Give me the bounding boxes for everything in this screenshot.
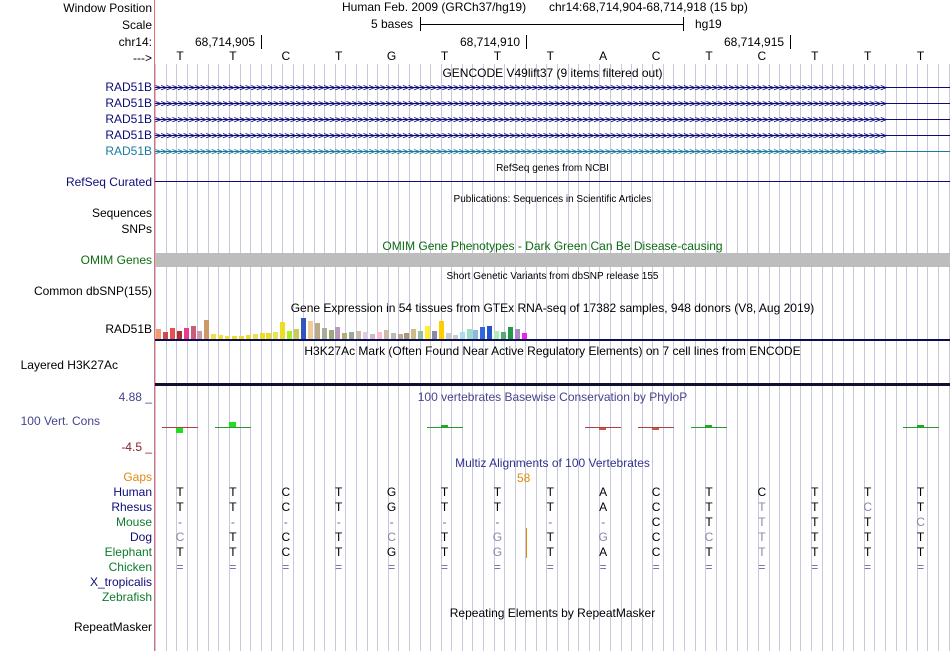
sequence-base: T	[705, 49, 713, 63]
track-labels-column	[0, 0, 154, 651]
phylop-baseline-segment	[215, 427, 251, 428]
snps-track-label[interactable]: SNPs	[121, 222, 152, 236]
alignment-base: =	[758, 560, 766, 574]
db-text: hg19	[695, 17, 722, 31]
alignment-base: =	[705, 560, 713, 574]
alignment-base: =	[335, 560, 343, 574]
refseq-track-title[interactable]: RefSeq genes from NCBI	[496, 163, 609, 174]
alignment-base: T	[811, 500, 819, 514]
phylop-track-title[interactable]: 100 vertebrates Basewise Conservation by PhyloP	[417, 390, 688, 404]
phylop-baseline-segment	[638, 427, 674, 428]
gtex-tissue-bar[interactable]	[204, 320, 209, 340]
alignment-base: -	[336, 515, 341, 529]
gtex-tissue-bar[interactable]	[301, 318, 306, 340]
scale-text: 5 bases	[371, 17, 414, 31]
gencode-gene-row[interactable]	[155, 80, 950, 95]
alignment-base: T	[864, 545, 872, 559]
omim-gene-bar[interactable]	[155, 253, 950, 267]
alignment-base: T	[811, 515, 819, 529]
alignment-base: A	[599, 485, 608, 499]
alignment-base: =	[388, 560, 396, 574]
alignment-base: =	[440, 560, 448, 574]
phylop-baseline-segment	[903, 427, 939, 428]
gtex-tissue-bar[interactable]	[425, 326, 430, 340]
sequence-base: G	[386, 49, 397, 63]
alignment-base: T	[335, 485, 343, 499]
phylop-score-mark[interactable]	[652, 428, 659, 430]
alignment-base: T	[176, 485, 184, 499]
gencode-gene-row[interactable]	[155, 128, 950, 143]
omim-track-label[interactable]: OMIM Genes	[80, 253, 152, 267]
alignment-base: G	[386, 500, 397, 514]
gtex-track-title[interactable]: Gene Expression in 54 tissues from GTEx RNA-seq of 17382 samples, 948 donors (V8, Aug 2019)	[290, 301, 815, 315]
phylop-ymin-label: -4.5 _	[121, 440, 152, 454]
window-position-label[interactable]: Window Position	[63, 1, 152, 15]
position-text: chr14:68,714,904-68,714,918 (15 bp)	[549, 0, 748, 14]
dbsnp-track-label[interactable]: Common dbSNP(155)	[33, 284, 152, 298]
gtex-tissue-bar[interactable]	[308, 321, 313, 340]
alignment-base: T	[229, 530, 237, 544]
alignment-base: T	[916, 545, 925, 559]
alignment-base: G	[492, 545, 503, 559]
h3k27ac-track-title[interactable]: H3K27Ac Mark (Often Found Near Active Regulatory Elements) on 7 cell lines from ENCODE	[304, 344, 801, 358]
phylop-score-mark[interactable]	[176, 428, 183, 433]
sequence-base: T	[176, 49, 184, 63]
alignment-base: T	[758, 530, 766, 544]
alignment-base: T	[916, 500, 925, 514]
alignment-base: A	[599, 500, 608, 514]
species-label[interactable]: Rhesus	[111, 500, 152, 514]
alignment-base: C	[175, 530, 185, 544]
alignment-base: T	[811, 545, 819, 559]
sequence-base: C	[651, 49, 661, 63]
sequence-base: T	[916, 49, 925, 63]
alignment-base: T	[546, 500, 554, 514]
alignment-base: -	[178, 515, 182, 529]
scale-label[interactable]: Scale	[121, 18, 152, 32]
alignment-base: T	[335, 500, 343, 514]
alignment-base: -	[389, 515, 394, 529]
omim-track-title[interactable]: OMIM Gene Phenotypes - Dark Green Can Be Disease-causing	[382, 239, 723, 253]
alignment-base: C	[651, 515, 661, 529]
alignment-base: T	[546, 485, 554, 499]
alignment-base: C	[916, 515, 925, 529]
gtex-tissue-bar[interactable]	[315, 323, 320, 340]
alignment-base: C	[281, 500, 291, 514]
gap-count: 58	[517, 471, 531, 485]
alignment-base: -	[230, 515, 235, 529]
gencode-track-title[interactable]: GENCODE V49lift37 (9 items filtered out)	[442, 66, 663, 80]
sequence-base: T	[546, 49, 554, 63]
alignment-base: T	[705, 485, 713, 499]
alignment-base: T	[864, 515, 872, 529]
publications-track-title[interactable]: Publications: Sequences in Scientific Articles	[453, 194, 652, 205]
chrom-label[interactable]: chr14:	[118, 35, 152, 49]
sequence-base: T	[864, 49, 872, 63]
alignment-base: T	[493, 485, 502, 499]
alignment-base: -	[283, 515, 288, 529]
sequence-base: A	[599, 49, 608, 63]
alignment-base: T	[811, 530, 819, 544]
gencode-item-label-4[interactable]: RAD51B	[105, 128, 152, 142]
repeatmasker-track-title[interactable]: Repeating Elements by RepeatMasker	[449, 606, 656, 620]
alignment-base: T	[335, 545, 343, 559]
sequence-base: C	[757, 49, 767, 63]
alignment-base: T	[229, 500, 237, 514]
gencode-item-label-2[interactable]: RAD51B	[105, 96, 152, 110]
h3k27ac-signal-line[interactable]	[155, 383, 950, 386]
alignment-base: T	[440, 485, 449, 499]
alignment-base: T	[705, 515, 713, 529]
alignment-base: T	[546, 530, 554, 544]
alignment-base: T	[440, 500, 449, 514]
refseq-gene-line[interactable]	[155, 181, 950, 182]
alignment-base: C	[651, 500, 661, 514]
phylop-baseline-segment	[427, 427, 463, 428]
gencode-item-label-1[interactable]: RAD51B	[105, 80, 152, 94]
scale-bar	[420, 17, 684, 31]
gencode-item-label-3[interactable]: RAD51B	[105, 112, 152, 126]
species-label[interactable]: Elephant	[104, 545, 152, 559]
sequence-base: T	[440, 49, 449, 63]
alignment-base: C	[651, 485, 661, 499]
alignment-base: A	[599, 545, 608, 559]
species-label[interactable]: Human	[113, 485, 152, 499]
coord-tick-mark-1	[261, 35, 262, 49]
gtex-tissue-bar[interactable]	[439, 321, 444, 340]
alignment-base: =	[917, 560, 925, 574]
alignment-base: T	[864, 530, 872, 544]
alignment-base: =	[864, 560, 872, 574]
species-label[interactable]: X_tropicalis	[89, 575, 152, 589]
alignment-base: -	[442, 515, 447, 529]
repeatmasker-track-label[interactable]: RepeatMasker	[73, 620, 152, 634]
species-label[interactable]: Zebrafish	[101, 590, 152, 604]
alignment-base: =	[493, 560, 501, 574]
alignment-base: =	[652, 560, 660, 574]
coord-tick-3: 68,714,915	[724, 35, 785, 49]
alignment-base: C	[281, 530, 291, 544]
alignment-base: T	[176, 545, 184, 559]
alignment-base: C	[281, 545, 291, 559]
gtex-tissue-bar[interactable]	[487, 326, 492, 340]
species-label[interactable]: Dog	[129, 530, 152, 544]
alignment-base: T	[176, 500, 184, 514]
genome-browser-image[interactable]	[155, 0, 950, 651]
alignment-base: C	[651, 545, 661, 559]
alignment-base: T	[546, 545, 554, 559]
alignment-base: =	[546, 560, 554, 574]
alignment-base: T	[440, 530, 449, 544]
alignment-base: T	[916, 530, 925, 544]
alignment-base: T	[811, 485, 819, 499]
phylop-baseline-segment	[162, 427, 198, 428]
alignment-base: C	[757, 485, 767, 499]
gencode-gene-row[interactable]	[155, 96, 950, 111]
sequence-base: T	[335, 49, 343, 63]
gaps-label[interactable]: Gaps	[123, 470, 152, 484]
alignment-base: T	[916, 485, 925, 499]
alignment-base: G	[598, 530, 608, 544]
phylop-track-label[interactable]: 100 Vert. Cons	[20, 414, 100, 428]
strand-chevrons-icon: >>>>>>>>>>>>>>>>>>>>>>>>>>>>>>>>>>>>>>>>>>>>>>>>>>>>>>>>>>>>>>>>>>>>>>>>>>>>>>>>>>>>>>>>>>>>>>>>>>>>>>>>>>>>>>>>>>>>>>>>>>>>>>>>>>	[155, 97, 886, 110]
phylop-baseline-segment	[585, 427, 621, 428]
base-sequence-row	[155, 49, 950, 64]
alignment-base: T	[758, 545, 766, 559]
publications-track-label[interactable]: Sequences	[91, 206, 152, 220]
alignment-base: =	[176, 560, 184, 574]
alignment-base: C	[281, 485, 291, 499]
alignment-base: T	[229, 545, 237, 559]
alignment-base: T	[758, 515, 766, 529]
alignment-base: =	[599, 560, 607, 574]
gtex-track-label[interactable]: RAD51B	[105, 322, 152, 336]
sequence-base: T	[811, 49, 819, 63]
strand-chevrons-icon: >>>>>>>>>>>>>>>>>>>>>>>>>>>>>>>>>>>>>>>>>>>>>>>>>>>>>>>>>>>>>>>>>>>>>>>>>>>>>>>>>>>>>>>>>>>>>>>>>>>>>>>>>>>>>>>>>>>>>>>>>>>>>>>>>>	[155, 145, 886, 158]
phylop-ymax-label: 4.88 _	[118, 390, 152, 404]
alignment-base: T	[705, 545, 713, 559]
gencode-gene-row[interactable]	[155, 144, 950, 159]
phylop-baseline-segment	[691, 427, 727, 428]
gap-marker	[526, 528, 527, 558]
coord-tick-mark-3	[790, 35, 791, 49]
species-label[interactable]: Chicken	[108, 560, 152, 574]
alignment-base: =	[282, 560, 290, 574]
phylop-conservation-plot[interactable]	[155, 405, 950, 450]
alignment-base: G	[492, 530, 503, 544]
gtex-expression-bars[interactable]	[155, 316, 950, 340]
alignment-base: T	[864, 485, 872, 499]
alignment-base: T	[758, 500, 766, 514]
refseq-track-label[interactable]: RefSeq Curated	[65, 175, 152, 189]
alignment-base: =	[811, 560, 819, 574]
gencode-item-label-5[interactable]: RAD51B	[105, 144, 152, 158]
species-label[interactable]: Mouse	[115, 515, 152, 529]
alignment-base: C	[863, 500, 873, 514]
assembly-text: Human Feb. 2009 (GRCh37/hg19)	[342, 0, 527, 14]
coord-tick-mark-2	[526, 35, 527, 49]
gencode-gene-row[interactable]	[155, 112, 950, 127]
alignment-base: -	[601, 515, 606, 529]
coord-tick-2: 68,714,910	[460, 35, 521, 49]
sequence-base: T	[229, 49, 237, 63]
h3k27ac-track-label[interactable]: Layered H3K27Ac	[20, 358, 118, 372]
alignment-base: C	[704, 530, 714, 544]
alignment-base: T	[229, 485, 237, 499]
alignment-base: T	[335, 530, 343, 544]
gtex-tissue-bar[interactable]	[280, 322, 285, 340]
dbsnp-track-title[interactable]: Short Genetic Variants from dbSNP release 155	[446, 271, 659, 282]
strand-chevrons-icon: >>>>>>>>>>>>>>>>>>>>>>>>>>>>>>>>>>>>>>>>>>>>>>>>>>>>>>>>>>>>>>>>>>>>>>>>>>>>>>>>>>>>>>>>>>>>>>>>>>>>>>>>>>>>>>>>>>>>>>>>>>>>>>>>>>	[155, 81, 886, 94]
strand-chevrons-icon: >>>>>>>>>>>>>>>>>>>>>>>>>>>>>>>>>>>>>>>>>>>>>>>>>>>>>>>>>>>>>>>>>>>>>>>>>>>>>>>>>>>>>>>>>>>>>>>>>>>>>>>>>>>>>>>>>>>>>>>>>>>>>>>>>>	[155, 113, 886, 126]
gtex-baseline	[155, 339, 950, 341]
alignment-base: T	[493, 500, 502, 514]
alignment-base: C	[387, 530, 396, 544]
strand-chevrons-icon: >>>>>>>>>>>>>>>>>>>>>>>>>>>>>>>>>>>>>>>>>>>>>>>>>>>>>>>>>>>>>>>>>>>>>>>>>>>>>>>>>>>>>>>>>>>>>>>>>>>>>>>>>>>>>>>>>>>>>>>>>>>>>>>>>>	[155, 129, 886, 142]
coord-tick-1: 68,714,905	[195, 35, 256, 49]
alignment-base: T	[440, 545, 449, 559]
alignment-base: C	[651, 530, 661, 544]
alignment-base: G	[386, 485, 397, 499]
strand-arrow-label[interactable]: --->	[133, 51, 152, 65]
gtex-tissue-bar[interactable]	[191, 326, 196, 340]
multiz-track-title[interactable]: Multiz Alignments of 100 Vertebrates	[455, 456, 650, 470]
alignment-base: -	[548, 515, 553, 529]
sequence-base: C	[281, 49, 291, 63]
alignment-base: G	[386, 545, 397, 559]
alignment-base: =	[229, 560, 237, 574]
alignment-base: T	[705, 500, 713, 514]
sequence-base: T	[493, 49, 502, 63]
phylop-score-mark[interactable]	[599, 428, 606, 430]
alignment-base: -	[495, 515, 500, 529]
